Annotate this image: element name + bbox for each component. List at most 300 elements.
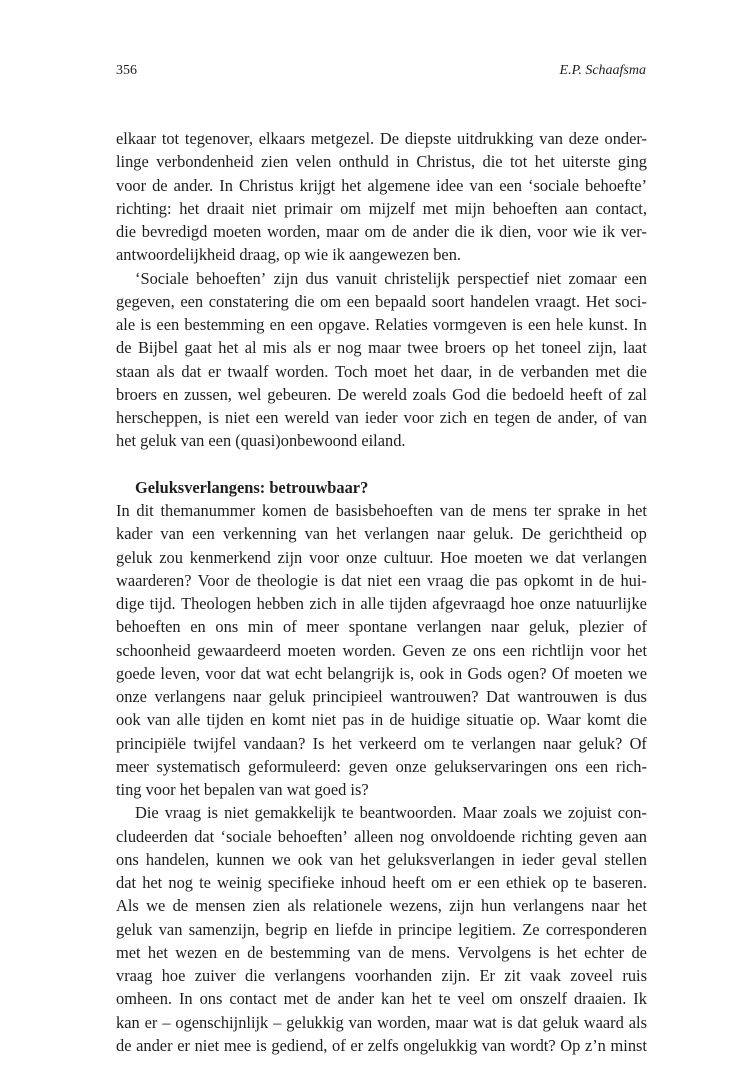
text-line bbox=[116, 243, 647, 266]
word: In bbox=[178, 989, 193, 1009]
word: Die bbox=[135, 803, 159, 823]
word: zijn bbox=[449, 896, 474, 916]
word: Als bbox=[116, 896, 139, 916]
word: in bbox=[501, 849, 515, 869]
word: met bbox=[283, 989, 309, 1009]
word: kenmerkend bbox=[189, 547, 271, 567]
word: wel bbox=[237, 384, 262, 404]
word: die bbox=[486, 384, 507, 404]
word: ander bbox=[136, 1035, 173, 1055]
word: voorhanden bbox=[354, 966, 433, 985]
word: er bbox=[458, 873, 471, 892]
text-line bbox=[116, 360, 647, 383]
word: Geven bbox=[402, 640, 446, 660]
word: in bbox=[379, 919, 392, 939]
word: bepalen bbox=[203, 780, 255, 799]
word: uitdrukking bbox=[457, 129, 534, 148]
page-number: 356 bbox=[116, 63, 137, 78]
word: gemakkelijk bbox=[254, 803, 336, 823]
word: richtlijn bbox=[531, 640, 584, 660]
word: de bbox=[389, 710, 405, 730]
word: het bbox=[179, 780, 200, 799]
word: ‘sociale bbox=[220, 826, 272, 846]
word: hui- bbox=[620, 570, 647, 590]
word: dat bbox=[194, 826, 215, 846]
word: een bbox=[624, 268, 647, 288]
word: de bbox=[315, 989, 331, 1009]
word: dus bbox=[305, 268, 329, 288]
text-line bbox=[116, 197, 647, 220]
word: specifieke bbox=[267, 873, 335, 892]
word: draaien. bbox=[573, 989, 627, 1009]
word: of bbox=[283, 617, 297, 637]
word: op bbox=[283, 245, 301, 265]
text-line bbox=[116, 150, 647, 173]
word: hoe bbox=[510, 594, 535, 613]
word: om bbox=[491, 989, 513, 1009]
word: meer bbox=[116, 756, 149, 776]
word: ver- bbox=[620, 222, 647, 241]
word: moeten bbox=[213, 222, 262, 241]
word: wezens, bbox=[389, 896, 442, 916]
word: onze bbox=[539, 594, 571, 613]
word: geluk. bbox=[473, 524, 514, 544]
word: tot bbox=[161, 129, 180, 148]
word: voor bbox=[116, 175, 147, 195]
word: ons bbox=[554, 756, 578, 776]
word: situatie bbox=[466, 710, 514, 730]
word: In bbox=[219, 175, 233, 195]
text-line bbox=[116, 941, 647, 964]
word: dus bbox=[624, 687, 647, 706]
word: het bbox=[626, 640, 647, 660]
word: ‘sociale bbox=[528, 175, 579, 195]
word: wie bbox=[304, 245, 329, 265]
word: voor bbox=[145, 780, 176, 799]
word: van bbox=[158, 919, 183, 939]
word: uiterste bbox=[562, 152, 611, 172]
word: theologie bbox=[257, 570, 319, 590]
word: of bbox=[608, 384, 623, 404]
word: geluk bbox=[542, 1012, 579, 1032]
word: moeten bbox=[287, 640, 336, 660]
word: er bbox=[317, 338, 331, 358]
word: In bbox=[633, 315, 647, 334]
word: ook bbox=[116, 710, 141, 730]
word: die bbox=[245, 966, 266, 985]
word: zussen, bbox=[184, 384, 232, 404]
word: van bbox=[304, 524, 329, 544]
word: er bbox=[177, 1035, 190, 1055]
word: goed bbox=[314, 780, 347, 799]
word: is bbox=[511, 315, 523, 334]
word: met bbox=[595, 361, 621, 381]
word: mens. bbox=[411, 942, 451, 962]
word: weinig bbox=[217, 873, 262, 892]
word: en bbox=[190, 617, 206, 637]
word: te bbox=[438, 989, 451, 1009]
word: is bbox=[255, 1035, 267, 1055]
text-line bbox=[116, 290, 647, 313]
word: die bbox=[469, 570, 490, 590]
word: richting: bbox=[116, 198, 172, 218]
text-line bbox=[116, 615, 647, 638]
word: geluksverlangen bbox=[387, 849, 495, 869]
word: zoals bbox=[412, 384, 447, 404]
word: hele bbox=[555, 315, 584, 334]
word: of bbox=[633, 617, 647, 637]
word: een bbox=[477, 873, 500, 892]
word: een bbox=[502, 640, 526, 660]
word: een bbox=[208, 431, 232, 451]
word: eiland. bbox=[361, 431, 406, 451]
word: dat bbox=[341, 570, 362, 590]
word: God bbox=[452, 384, 481, 404]
word: tegenover, bbox=[184, 129, 253, 148]
word: moeten bbox=[474, 547, 523, 567]
word: laat bbox=[623, 338, 647, 358]
word: nog bbox=[168, 873, 193, 892]
word: van bbox=[146, 710, 171, 730]
word: het bbox=[626, 501, 647, 520]
word: soci- bbox=[615, 291, 647, 311]
word: richting bbox=[521, 826, 573, 846]
word: wantrouwen? bbox=[390, 687, 479, 706]
word: toneel bbox=[541, 338, 582, 358]
word: mens bbox=[492, 501, 528, 520]
word: met bbox=[116, 942, 141, 962]
word: we bbox=[542, 803, 562, 823]
word: voor bbox=[403, 408, 434, 427]
word: in bbox=[579, 570, 593, 590]
word: gegeven, bbox=[116, 291, 175, 311]
text-line bbox=[116, 1011, 647, 1034]
word: ting bbox=[116, 780, 142, 799]
word: Waar bbox=[546, 710, 581, 730]
word: vraag bbox=[427, 570, 464, 590]
word: begrip bbox=[265, 919, 308, 939]
word: ter bbox=[533, 501, 552, 520]
word: bepaald bbox=[375, 291, 427, 311]
word: constatering bbox=[208, 291, 289, 311]
word: cludeerden bbox=[116, 826, 188, 846]
word: handelen, bbox=[145, 849, 210, 869]
word: twaalf bbox=[227, 361, 269, 381]
word: Is bbox=[312, 733, 325, 753]
word: alle bbox=[176, 710, 201, 730]
text-line bbox=[116, 825, 647, 848]
word: ‘Sociale bbox=[135, 268, 189, 288]
text-line bbox=[116, 499, 647, 522]
word: en bbox=[313, 919, 330, 939]
text-line bbox=[116, 592, 647, 615]
word: ieder bbox=[364, 408, 398, 427]
word: geluk bbox=[268, 687, 306, 706]
word: ben. bbox=[433, 245, 461, 265]
word: van bbox=[160, 524, 185, 544]
word: ik bbox=[480, 222, 494, 241]
word: het bbox=[142, 873, 163, 892]
word: daar, bbox=[440, 361, 473, 381]
text-line bbox=[116, 894, 647, 917]
word: wie bbox=[572, 222, 597, 241]
word: voor bbox=[205, 663, 236, 683]
word: de bbox=[536, 408, 552, 427]
word: we bbox=[529, 547, 549, 567]
word: van bbox=[357, 942, 382, 962]
word: gerichtheid bbox=[548, 524, 623, 544]
word: tegen bbox=[494, 408, 531, 427]
word: er bbox=[208, 361, 221, 381]
word: we bbox=[627, 663, 647, 683]
word: twee bbox=[407, 338, 439, 358]
word: is bbox=[208, 408, 219, 427]
word: zien bbox=[261, 152, 289, 172]
word: dit bbox=[136, 501, 154, 520]
word: het bbox=[336, 524, 357, 544]
word: huidige bbox=[411, 710, 461, 730]
word: omheen. bbox=[116, 989, 172, 1009]
word: we bbox=[146, 896, 166, 916]
word: behoeften bbox=[492, 198, 558, 218]
word: een bbox=[290, 315, 314, 334]
word: Christus bbox=[238, 175, 294, 195]
word: opgave. bbox=[318, 315, 370, 334]
word: te bbox=[574, 873, 587, 892]
word: pas bbox=[342, 710, 365, 730]
text-line bbox=[116, 801, 647, 824]
word: bedoeld bbox=[512, 384, 564, 404]
text-line bbox=[116, 429, 647, 452]
text-line bbox=[116, 336, 647, 359]
word: natuurlijke bbox=[575, 594, 647, 613]
word: behoefte’ bbox=[585, 175, 647, 195]
word: zojuist bbox=[567, 803, 612, 823]
word: niet bbox=[367, 570, 392, 590]
word: mijn bbox=[455, 198, 486, 218]
word: de bbox=[470, 501, 486, 520]
word: een bbox=[499, 175, 522, 195]
word: ogenschijnlijk bbox=[175, 1012, 269, 1032]
word: verlangen bbox=[364, 524, 429, 544]
text-line bbox=[116, 267, 647, 290]
word: tot bbox=[510, 152, 528, 172]
word: mensen bbox=[195, 896, 246, 916]
word: een bbox=[180, 291, 204, 311]
word: is bbox=[207, 803, 219, 823]
word: kunst. bbox=[588, 315, 629, 334]
word: echt bbox=[294, 663, 323, 683]
word: de bbox=[152, 175, 168, 195]
text-line bbox=[116, 522, 647, 545]
word: wereld bbox=[362, 384, 407, 404]
word: te bbox=[199, 873, 211, 892]
word: Maar bbox=[462, 803, 498, 823]
word: minst bbox=[610, 1035, 647, 1055]
word: naar bbox=[543, 733, 572, 753]
word: ook bbox=[419, 663, 445, 683]
word: heeft bbox=[569, 384, 603, 404]
word: metgezel. bbox=[310, 129, 375, 148]
word: draait bbox=[206, 198, 245, 218]
word: worden. bbox=[275, 361, 329, 381]
word: inhoud bbox=[340, 873, 387, 892]
section-spacer bbox=[116, 453, 647, 476]
word: van bbox=[329, 849, 354, 869]
word: verkenning bbox=[222, 524, 297, 544]
word: ook bbox=[297, 849, 323, 869]
word: In bbox=[116, 501, 130, 520]
word: al bbox=[244, 338, 257, 358]
word: heeft bbox=[392, 873, 425, 892]
word: op. bbox=[519, 710, 541, 730]
running-head bbox=[116, 63, 646, 83]
word: is bbox=[140, 315, 152, 334]
word: gewaardeerd bbox=[197, 640, 281, 660]
word: het bbox=[556, 942, 577, 962]
word: geven bbox=[348, 756, 388, 776]
word: die bbox=[626, 710, 647, 730]
word: kan bbox=[381, 989, 405, 1009]
word: om bbox=[364, 222, 386, 241]
word: min bbox=[247, 617, 274, 637]
word: een bbox=[346, 291, 370, 311]
word: beantwoorden. bbox=[359, 803, 457, 823]
word: onthuld bbox=[338, 152, 389, 172]
word: is, bbox=[399, 663, 415, 683]
word: de bbox=[116, 1035, 132, 1055]
word: een bbox=[192, 524, 215, 544]
word: broers bbox=[116, 384, 157, 404]
text-line bbox=[116, 383, 647, 406]
word: bevredigd bbox=[141, 222, 208, 241]
word: een bbox=[398, 570, 421, 590]
word: een bbox=[255, 408, 279, 427]
word: geluk? bbox=[578, 733, 623, 753]
text-line bbox=[116, 662, 647, 685]
word: de bbox=[313, 501, 329, 520]
word: is bbox=[324, 570, 336, 590]
word: ander. bbox=[173, 175, 214, 195]
section-heading: Geluksverlangens: betrouwbaar? bbox=[135, 477, 369, 497]
word: zijn bbox=[277, 547, 303, 567]
running-head-author: E.P. Schaafsma bbox=[559, 63, 646, 78]
word: sprake bbox=[557, 501, 601, 520]
word: ander bbox=[412, 222, 449, 241]
word: verlangen bbox=[416, 617, 482, 637]
word: liefde bbox=[335, 919, 373, 939]
text-line bbox=[116, 546, 647, 569]
word: het bbox=[147, 942, 168, 962]
word: zuiver bbox=[194, 966, 236, 985]
word: rich- bbox=[616, 756, 647, 776]
word: waarderen? bbox=[116, 570, 192, 590]
word: wordt? bbox=[510, 1035, 556, 1055]
text-line bbox=[116, 174, 647, 197]
word: ieder bbox=[521, 849, 555, 869]
word: aan bbox=[624, 826, 647, 846]
word: linge bbox=[116, 152, 149, 172]
word: de bbox=[247, 942, 263, 962]
word: waard bbox=[583, 1012, 624, 1032]
word: de bbox=[391, 222, 407, 241]
word: De bbox=[379, 129, 400, 148]
word: het bbox=[626, 896, 647, 916]
word: niet bbox=[224, 803, 249, 823]
text-line bbox=[116, 639, 647, 662]
word: gebeuren. bbox=[267, 384, 332, 404]
word: kan bbox=[116, 1012, 140, 1032]
word: van bbox=[623, 408, 647, 427]
word: behoeften’ bbox=[277, 826, 348, 846]
word: met bbox=[422, 198, 448, 218]
word: – bbox=[162, 1012, 171, 1032]
word: van bbox=[180, 431, 205, 451]
word: is? bbox=[350, 780, 369, 799]
word: in bbox=[478, 361, 492, 381]
word: vraag bbox=[164, 803, 202, 823]
word: perspectief bbox=[457, 268, 530, 288]
word: wat bbox=[473, 1012, 497, 1032]
word: zomaar bbox=[568, 268, 617, 288]
word: als bbox=[287, 896, 306, 916]
word: geluk, bbox=[528, 617, 570, 637]
word: onvoldoende bbox=[430, 826, 516, 846]
word: moet bbox=[374, 361, 408, 381]
word: kunnen bbox=[216, 849, 265, 869]
word: in bbox=[396, 152, 409, 172]
word: dat bbox=[517, 1012, 538, 1032]
word: wantrouwen bbox=[517, 687, 599, 706]
word: dien, bbox=[498, 222, 532, 241]
word: stellen bbox=[604, 849, 647, 869]
word: wat bbox=[265, 663, 290, 683]
word: die bbox=[626, 361, 647, 381]
word: is bbox=[538, 942, 550, 962]
word: het bbox=[341, 175, 362, 195]
word: onder- bbox=[604, 129, 647, 148]
word: contact, bbox=[595, 198, 647, 218]
text-line bbox=[116, 848, 647, 871]
word: Gods bbox=[467, 663, 503, 683]
word: die bbox=[294, 291, 315, 311]
word: wereld bbox=[284, 408, 330, 427]
word: en bbox=[162, 384, 179, 404]
word: principe bbox=[398, 919, 452, 939]
word: behoeften’ bbox=[196, 268, 267, 288]
word: dat bbox=[555, 547, 576, 567]
word: Ik bbox=[633, 989, 647, 1009]
word: vaak bbox=[529, 966, 561, 985]
word: baseren. bbox=[592, 873, 647, 892]
word: zich bbox=[439, 408, 468, 427]
word: van bbox=[439, 501, 464, 520]
word: ons bbox=[199, 989, 223, 1009]
word: handelen bbox=[470, 291, 530, 311]
word: de bbox=[172, 896, 189, 916]
word: broers bbox=[444, 338, 486, 358]
word: in bbox=[342, 594, 355, 613]
word: Ze bbox=[522, 919, 540, 939]
word: dat bbox=[240, 663, 261, 683]
word: tijd. bbox=[149, 594, 176, 613]
text-line bbox=[116, 127, 647, 150]
word: onze bbox=[116, 687, 147, 706]
word: gaat bbox=[184, 338, 212, 358]
word: belangrijk bbox=[327, 663, 394, 683]
word: als bbox=[156, 361, 175, 381]
word: krijgt bbox=[299, 175, 336, 195]
